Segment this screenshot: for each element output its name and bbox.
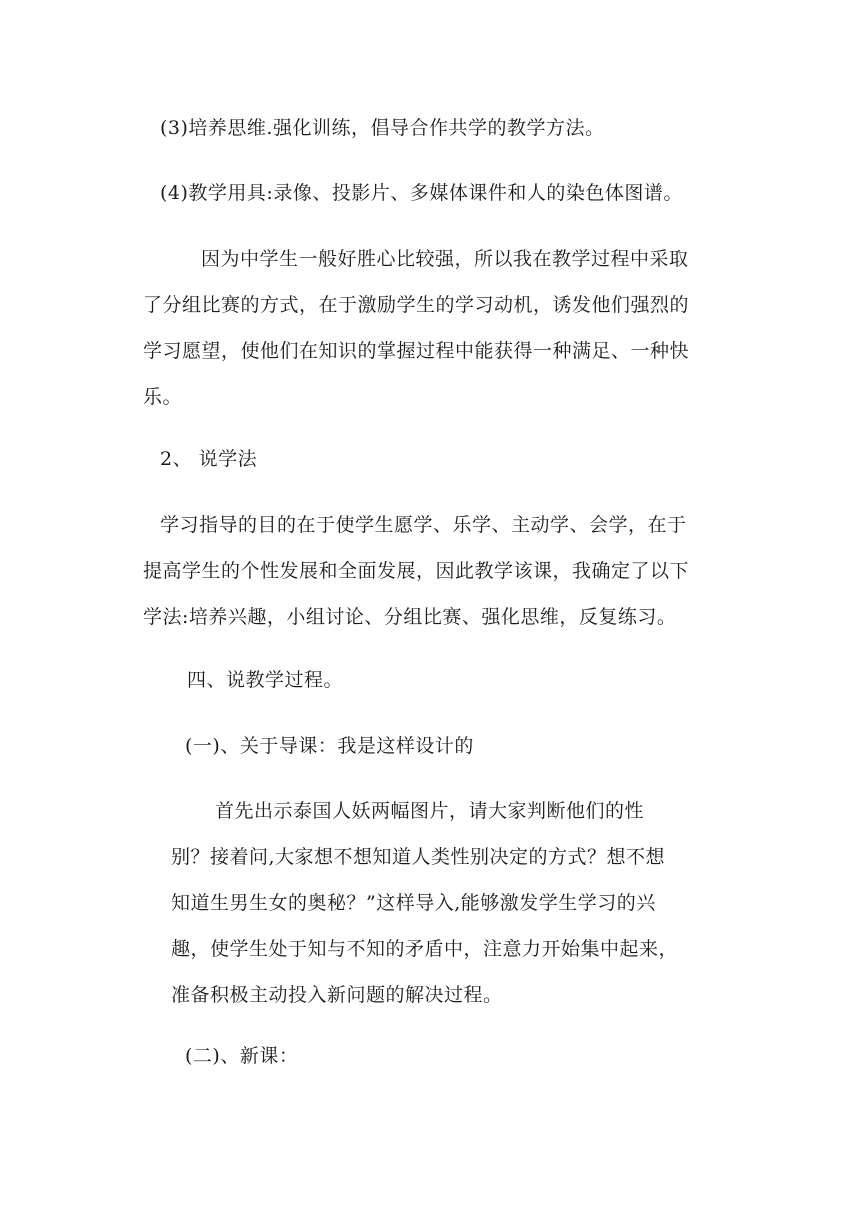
heading-study-method: 2、 说学法 xyxy=(160,448,258,470)
heading-teaching-process: 四、说教学过程。 xyxy=(187,669,344,691)
paragraph-line: 乐。 xyxy=(143,386,183,408)
item-4-teaching-tools: (4)教学用具:录像、投影片、多媒体课件和人的染色体图谱。 xyxy=(160,182,683,204)
paragraph-line: 别？接着问,大家想不想知道人类性别决定的方式？想不想 xyxy=(171,846,666,868)
paragraph-line: 趣，使学生处于知与不知的矛盾中，注意力开始集中起来， xyxy=(171,938,679,960)
paragraph-line: 准备积极主动投入新问题的解决过程。 xyxy=(171,984,503,1006)
paragraph-line: 了分组比赛的方式，在于激励学生的学习动机，诱发他们强烈的 xyxy=(143,294,690,316)
heading-lesson-intro: (一)、关于导课：我是这样设计的 xyxy=(185,735,474,757)
heading-new-lesson: (二)、新课： xyxy=(185,1045,299,1067)
paragraph-line: 学习指导的目的在于使学生愿学、乐学、主动学、会学，在于 xyxy=(160,514,687,536)
paragraph-lesson-intro xyxy=(171,788,678,1018)
paragraph-line: 因为中学生一般好胜心比较强，所以我在教学过程中采取 xyxy=(201,248,689,270)
paragraph-study-method xyxy=(143,502,689,640)
paragraph-line: 学法:培养兴趣，小组讨论、分组比赛、强化思维，反复练习。 xyxy=(143,606,677,628)
item-3-teaching-method: (3)培养思维.强化训练，倡导合作共学的教学方法。 xyxy=(160,117,605,139)
paragraph-line: 提高学生的个性发展和全面发展，因此教学该课，我确定了以下 xyxy=(143,560,690,582)
paragraph-line: 首先出示泰国人妖两幅图片，请大家判断他们的性 xyxy=(215,800,645,822)
paragraph-competition xyxy=(143,236,689,420)
paragraph-line: 学习愿望，使他们在知识的掌握过程中能获得一种满足、一种快 xyxy=(143,340,690,362)
paragraph-line: 知道生男生女的奥秘？”这样导入,能够激发学生学习的兴 xyxy=(171,892,656,914)
